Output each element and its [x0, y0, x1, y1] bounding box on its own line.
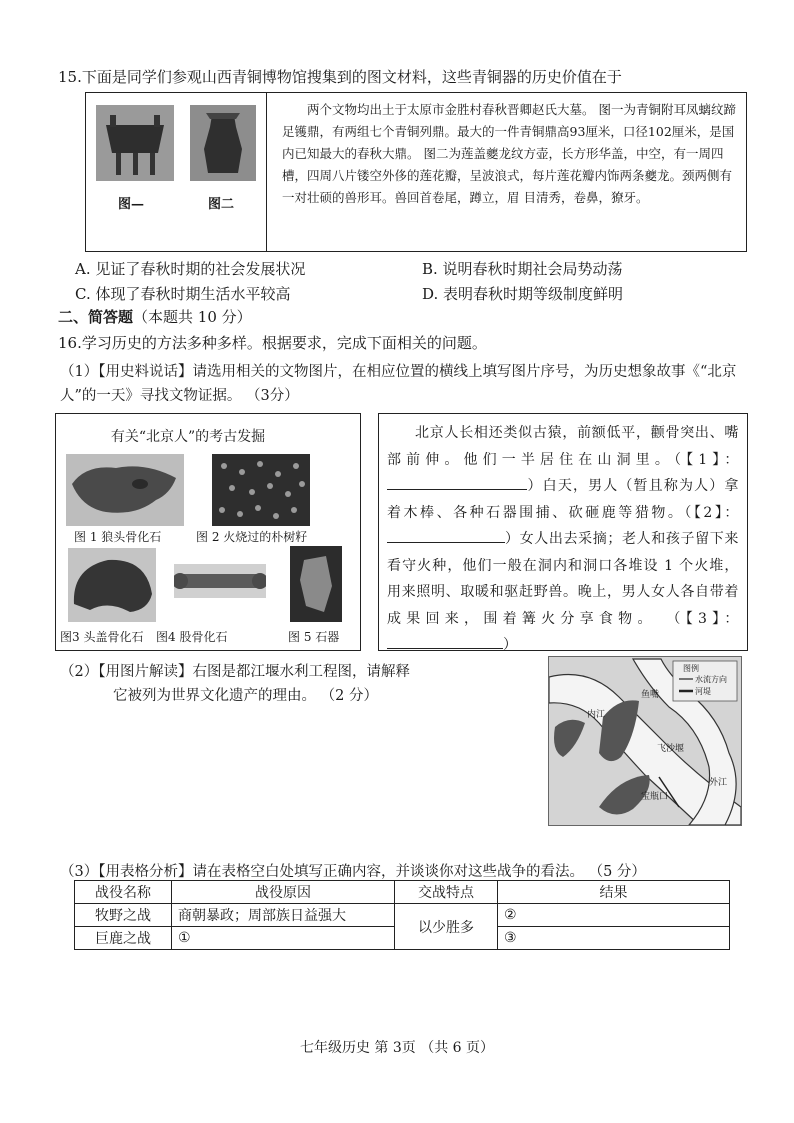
map-legend-flow: 水流方向	[695, 675, 727, 684]
bronze-ding-image	[96, 105, 174, 181]
section-2-note: （本题共 10 分）	[133, 308, 252, 326]
header-battle-name: 战役名称	[75, 881, 172, 904]
dujiangyan-map	[548, 656, 742, 826]
fig5-label: 图 5 石器	[288, 630, 340, 644]
option-a[interactable]: A. 见证了春秋时期的社会发展状况	[75, 260, 306, 278]
fig4-label: 图4 股骨化石	[156, 630, 228, 644]
story-text	[387, 420, 739, 659]
map-label-outer-river: 外江	[709, 778, 728, 788]
fig3-label: 图3 头盖骨化石	[60, 630, 144, 644]
q15-material-text: 两个文物均出土于太原市金胜村春秋晋卿赵氏大墓。 图一为青铜附耳凤螭纹蹄足镬鼎，有两组七个青铜列鼎。最大的一件青铜鼎高93厘米，口径102厘米，是国内已知最大的春秋大鼎。 图二为莲盖夔龙纹方壶，长方形华盖，中空，有一周四槽，四周八片镂空外侈的莲花瓣，呈波浪式，每片莲花瓣内饰两条夔龙。颈两侧有一对壮硕的兽形耳。兽回首卷尾，蹲立，眉 目清秀，卷鼻，獠牙。	[282, 102, 736, 205]
map-label-feishayan: 飞沙堰	[657, 744, 685, 754]
shared-feature: 以少胜多	[395, 904, 498, 950]
map-legend-dike: 河堤	[695, 687, 711, 696]
q16-part1-text: （1）【用史料说话】请选用相关的文物图片，在相应位置的横线上填写图片序号，为历史想象故事《“北京人”的一天》寻找文物证据。 （3分）	[60, 364, 737, 404]
skull-cap-fossil-image	[68, 548, 156, 622]
section-2-title	[58, 306, 252, 327]
section-2-heading: 二、简答题	[58, 308, 134, 326]
q16-part3-text: （3）【用表格分析】请在表格空白处填写正确内容，并谈谈你对这些战争的看法。 （5 分）	[60, 864, 646, 880]
q16-part2-line1: （2）【用图片解读】右图是都江堰水利工程图，请解释	[60, 664, 410, 680]
story-end: ）	[503, 637, 518, 653]
header-battle-result: 结果	[498, 881, 730, 904]
battle-table	[74, 880, 730, 950]
box-divider	[266, 93, 267, 251]
artifact-box	[55, 413, 361, 651]
option-b[interactable]: B. 说明春秋时期社会局势动荡	[422, 260, 623, 278]
blank-1-input[interactable]	[387, 475, 527, 490]
fig1-caption: 图—	[118, 197, 145, 212]
option-c[interactable]: C. 体现了春秋时期生活水平较高	[75, 285, 291, 303]
table-row	[75, 904, 730, 927]
row2-result-blank[interactable]: ③	[498, 927, 730, 950]
blank-2-input[interactable]	[387, 528, 505, 543]
fig1-label: 图 1 狼头骨化石	[74, 530, 162, 544]
q15-stem: 15.下面是同学们参观山西青铜博物馆搜集到的图文材料，这些青铜器的历史价值在于	[58, 68, 622, 86]
artifact-box-heading: 有关“北京人”的考古发掘	[110, 429, 266, 445]
header-battle-cause: 战役原因	[172, 881, 395, 904]
map-label-inner-river: 内江	[587, 710, 606, 720]
femur-fossil-image	[174, 564, 266, 598]
q16-part2-line2: 它被列为世界文化遗产的理由。 （2 分）	[113, 688, 378, 704]
page-footer: 七年级历史 第 3页 （共 6 页）	[299, 1040, 495, 1056]
burnt-seeds-image	[212, 454, 310, 526]
map-legend-title: 图例	[683, 664, 699, 673]
story-part-2: ）白天，男人（暂且称为人）拿着木棒、各种石器围捕、砍砸鹿等猎物。（【2】：	[387, 478, 739, 521]
bronze-hu-photo	[190, 105, 256, 181]
row1-name: 牧野之战	[75, 904, 172, 927]
blank-1-label: （【1】：	[673, 451, 739, 468]
story-box	[378, 413, 748, 651]
fig2-caption: 图二	[208, 197, 235, 212]
map-label-baopingkou: 宝瓶口	[641, 792, 669, 802]
wolf-skull-fossil-image	[66, 454, 184, 526]
bronze-ding-photo	[96, 105, 174, 181]
story-part-3: ）女人出去采摘；老人和孩子留下来看守火种，他们一般在洞内和洞口各堆设 1 个火堆，用来照明、取暖和驱赶野兽。晚上，男人女人各自带着成果回来，围着篝火分享食物。 （【3】：	[387, 531, 739, 627]
bronze-hu-image	[190, 105, 256, 181]
stone-tool-image	[290, 546, 342, 622]
table-header-row	[75, 881, 730, 904]
row2-cause-blank[interactable]: ①	[172, 927, 395, 950]
option-d[interactable]: D. 表明春秋时期等级制度鲜明	[422, 285, 624, 303]
row1-cause: 商朝暴政；周部族日益强大	[172, 904, 395, 927]
fig2-label: 图 2 火烧过的朴树籽	[196, 530, 308, 544]
blank-3-input[interactable]	[387, 634, 503, 649]
story-part-1: 北京人长相还类似古猿，前额低平，颧骨突出、嘴部前伸。他们一半居住在山洞里。	[387, 425, 739, 468]
q16-stem: 16.学习历史的方法多种多样。根据要求，完成下面相关的问题。	[58, 334, 487, 352]
row2-name: 巨鹿之战	[75, 927, 172, 950]
q15-material-box	[85, 92, 747, 252]
header-battle-feature: 交战特点	[395, 881, 498, 904]
row1-result-blank[interactable]: ②	[498, 904, 730, 927]
map-label-fish-mouth: 鱼嘴	[641, 690, 660, 700]
